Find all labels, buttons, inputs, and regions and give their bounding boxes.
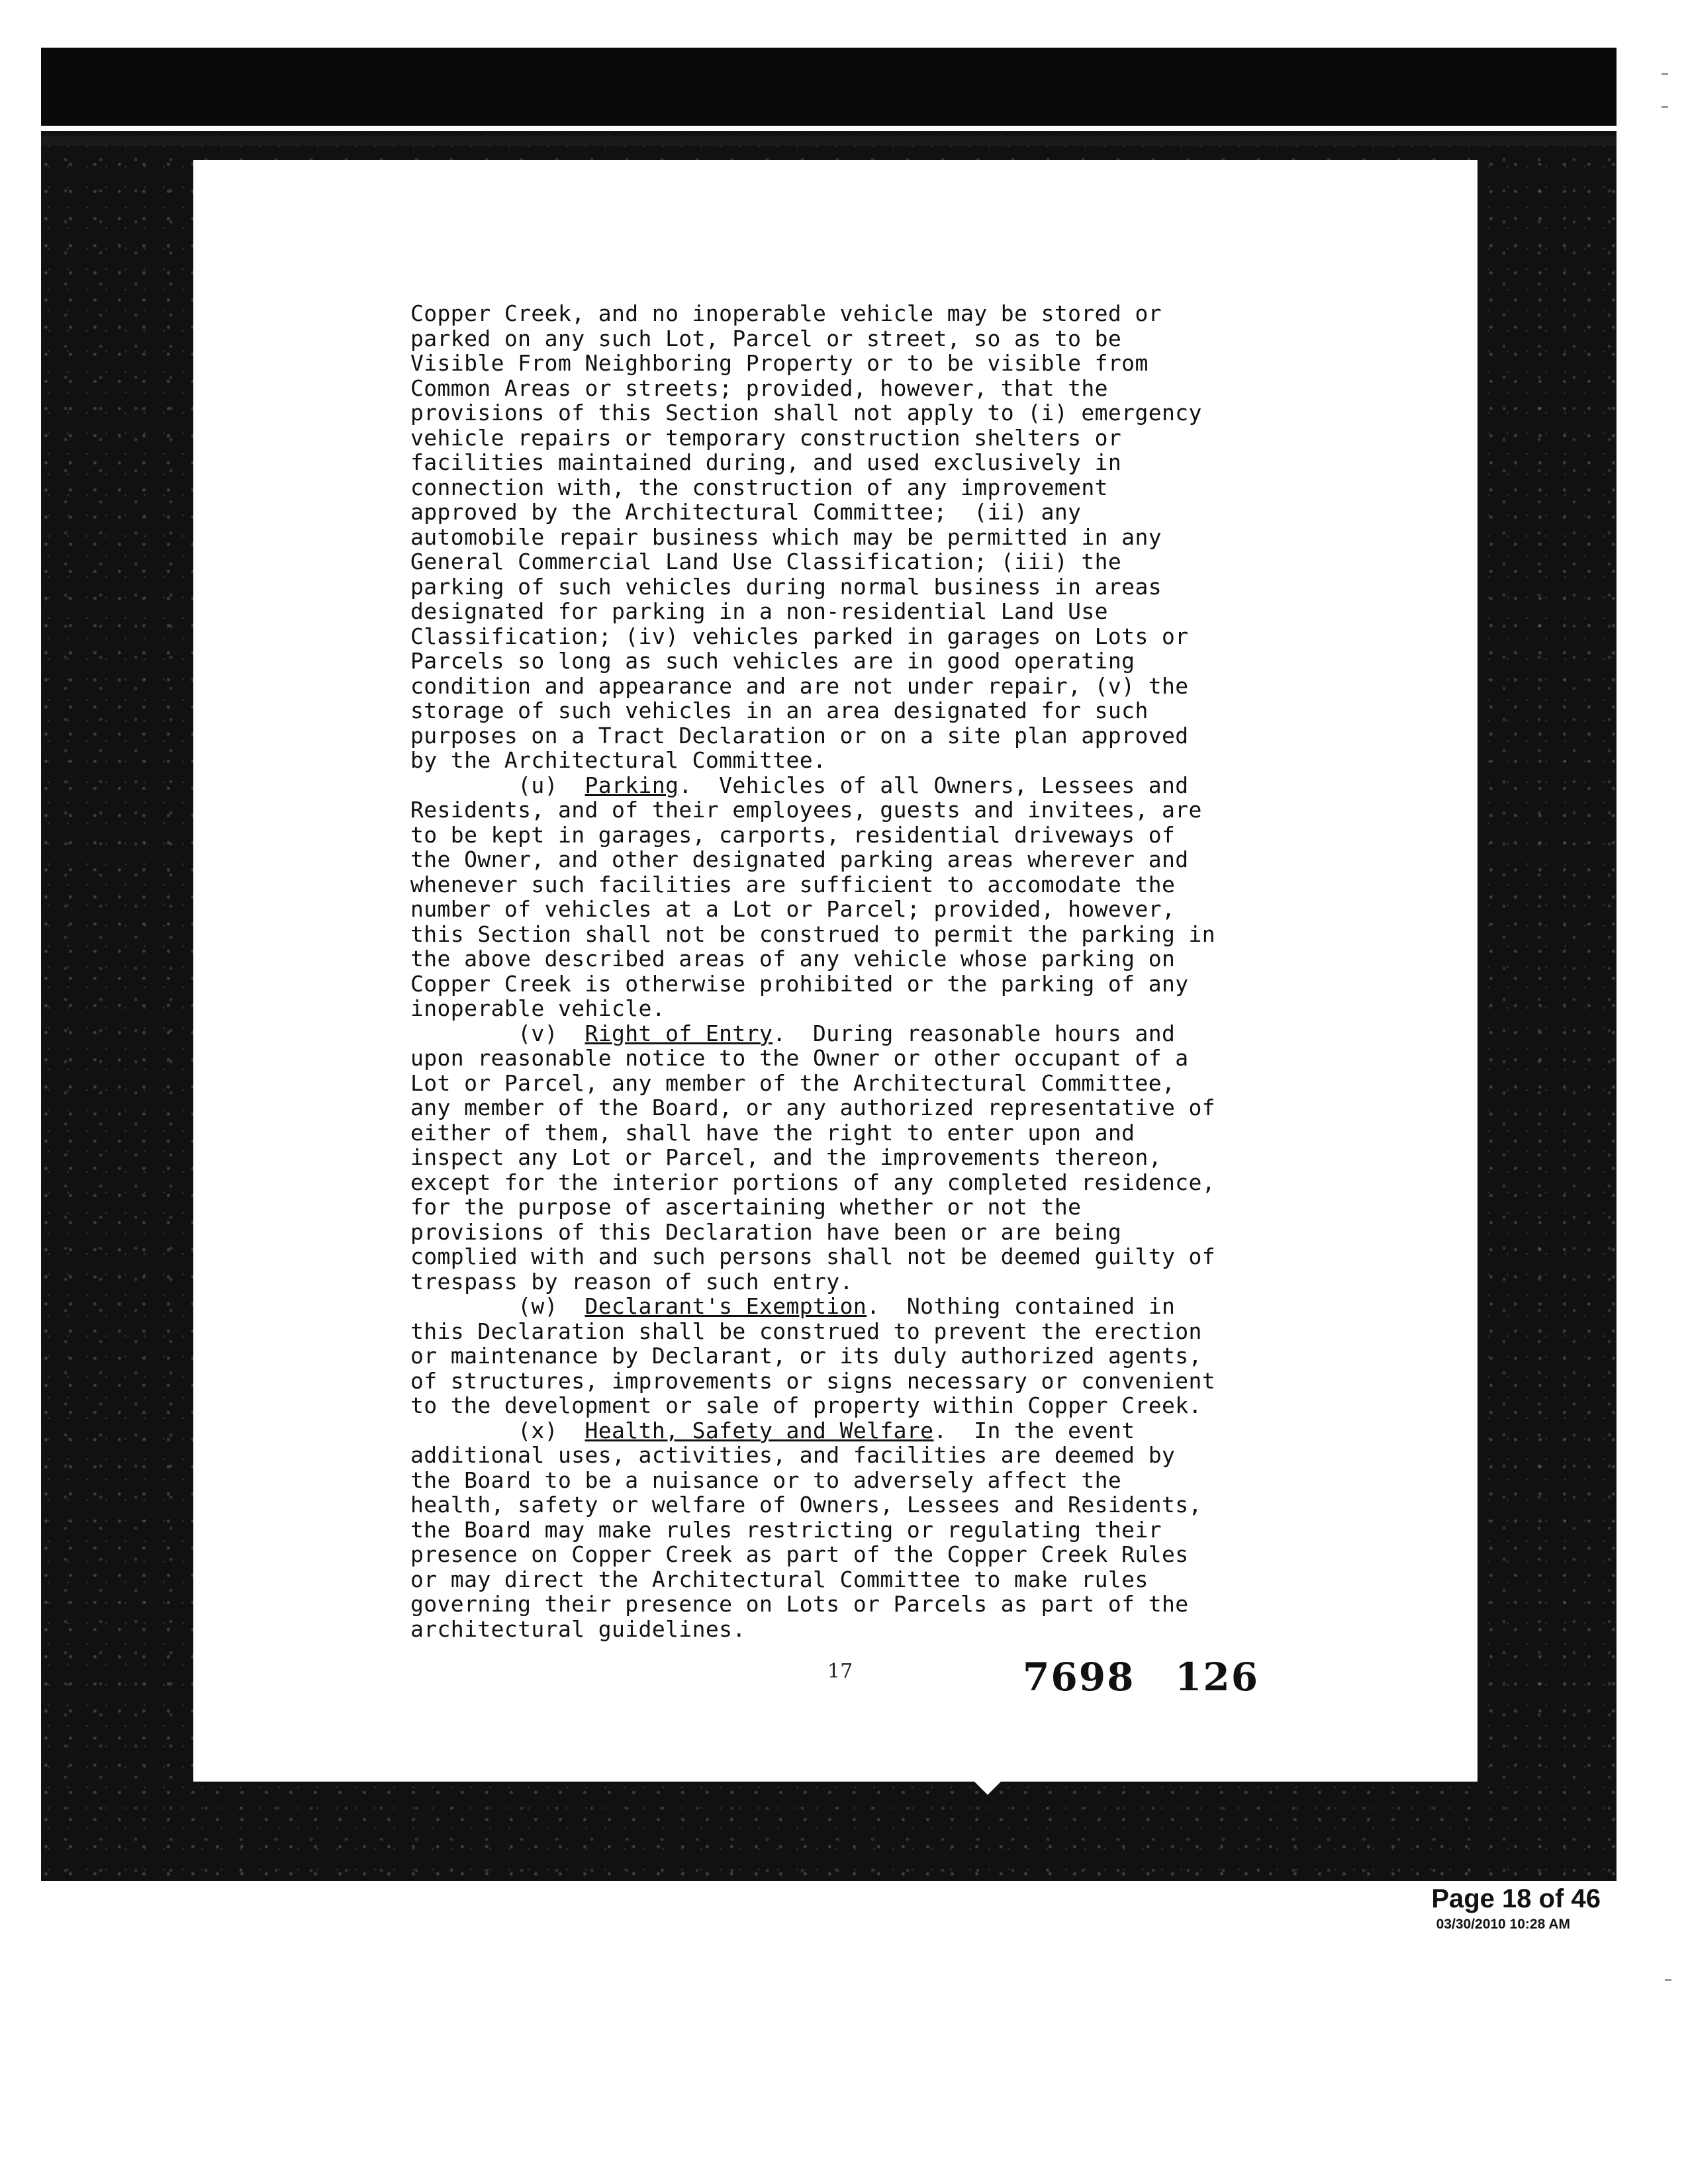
text-line: Visible From Neighboring Property or to be visible from xyxy=(410,350,1149,376)
text-line: Classification; (iv) vehicles parked in garages on Lots or xyxy=(410,623,1189,649)
text-line: the Owner, and other designated parking areas wherever and xyxy=(410,846,1189,872)
print-timestamp: 03/30/2010 10:28 AM xyxy=(1436,1917,1570,1932)
text-line: facilities maintained during, and used exclusively in xyxy=(410,449,1122,475)
text-line: approved by the Architectural Committee; (ii) any xyxy=(410,499,1082,525)
text-line: this Section shall not be construed to permit the parking in xyxy=(410,921,1216,947)
section-prefix: (v) xyxy=(410,1020,585,1046)
text-line: vehicle repairs or temporary construction shelters or xyxy=(410,424,1122,451)
text-line: whenever such facilities are sufficient to accomodate the xyxy=(410,871,1176,897)
text-line: by the Architectural Committee. xyxy=(410,747,827,773)
text-line: the Board may make rules restricting or regulating their xyxy=(410,1516,1162,1543)
text-line: number of vehicles at a Lot or Parcel; provided, however, xyxy=(410,896,1176,922)
text-line: condition and appearance and are not under repair, (v) the xyxy=(410,672,1189,699)
page-notch xyxy=(968,1775,1008,1795)
text-line: either of them, shall have the right to enter upon and xyxy=(410,1119,1135,1146)
page-counter: Page 18 of 46 xyxy=(1431,1884,1601,1913)
section-prefix: (w) xyxy=(410,1293,585,1319)
text-line: trespass by reason of such entry. xyxy=(410,1268,853,1295)
text-line: this Declaration shall be construed to prevent the erection xyxy=(410,1318,1202,1344)
text-line: presence on Copper Creek as part of the Copper Creek Rules xyxy=(410,1541,1189,1567)
text-line: Parcels so long as such vehicles are in good operating xyxy=(410,648,1135,674)
text-line: complied with and such persons shall not be deemed guilty of xyxy=(410,1244,1216,1269)
text-line: Residents, and of their employees, guests and invitees, are xyxy=(410,797,1202,823)
section-heading-line xyxy=(410,1021,1390,1046)
margin-tick xyxy=(1665,1979,1671,1981)
text-line: governing their presence on Lots or Parcels as part of the xyxy=(410,1591,1189,1617)
text-line: additional uses, activities, and facilities are deemed by xyxy=(410,1442,1176,1468)
scan-top-rule xyxy=(41,126,1617,131)
text-line: parking of such vehicles during normal business in areas xyxy=(410,573,1162,600)
book-number: 7698 xyxy=(1023,1655,1135,1700)
section-heading: Right of Entry xyxy=(585,1020,773,1046)
scan-top-band xyxy=(41,48,1617,126)
page-code: 126 xyxy=(1175,1655,1260,1700)
text-line: purposes on a Tract Declaration or on a site plan approved xyxy=(410,722,1189,749)
text-line: architectural guidelines. xyxy=(410,1615,746,1642)
text-line: upon reasonable notice to the Owner or other occupant of a xyxy=(410,1045,1189,1071)
text-line: or maintenance by Declarant, or its duly authorized agents, xyxy=(410,1343,1202,1369)
text-line: Copper Creek, and no inoperable vehicle may be stored or xyxy=(410,300,1162,326)
text-line: parked on any such Lot, Parcel or street, so as to be xyxy=(410,325,1122,351)
margin-tick xyxy=(1662,73,1668,75)
section-prefix: (u) xyxy=(410,772,585,798)
section-heading-rest: . In the event xyxy=(933,1417,1135,1443)
section-heading-line xyxy=(410,773,1390,798)
text-line: connection with, the construction of any improvement xyxy=(410,474,1108,500)
text-line: health, safety or welfare of Owners, Lessees and Residents, xyxy=(410,1492,1202,1518)
text-line: inspect any Lot or Parcel, and the improvements thereon, xyxy=(410,1144,1162,1170)
section-heading: Health, Safety and Welfare xyxy=(585,1417,934,1443)
text-line: General Commercial Land Use Classification; (iii) the xyxy=(410,549,1122,574)
section-heading-rest: . During reasonable hours and xyxy=(773,1020,1176,1046)
text-line: the above described areas of any vehicle whose parking on xyxy=(410,946,1176,972)
text-line: Copper Creek is otherwise prohibited or the parking of any xyxy=(410,970,1189,997)
text-line: of structures, improvements or signs necessary or convenient xyxy=(410,1367,1216,1394)
text-line: automobile repair business which may be permitted in any xyxy=(410,523,1162,550)
section-heading-rest: . Vehicles of all Owners, Lessees and xyxy=(679,772,1189,798)
text-line: except for the interior portions of any completed residence, xyxy=(410,1169,1216,1195)
section-heading-rest: . Nothing contained in xyxy=(867,1293,1176,1319)
text-line: to be kept in garages, carports, residential driveways of xyxy=(410,821,1176,848)
text-line: for the purpose of ascertaining whether or not the xyxy=(410,1194,1082,1220)
text-line: Lot or Parcel, any member of the Architectural Committee, xyxy=(410,1069,1176,1096)
text-line: storage of such vehicles in an area designated for such xyxy=(410,698,1149,723)
section-prefix: (x) xyxy=(410,1417,585,1443)
section-heading-line xyxy=(410,1294,1390,1319)
text-line: to the development or sale of property within Copper Creek. xyxy=(410,1392,1202,1418)
section-heading: Declarant's Exemption xyxy=(585,1293,867,1319)
document-body xyxy=(410,301,1390,1641)
page-number: 17 xyxy=(827,1660,853,1683)
text-line: inoperable vehicle. xyxy=(410,995,666,1021)
text-line: or may direct the Architectural Committee to make rules xyxy=(410,1566,1149,1592)
text-line: designated for parking in a non-residential Land Use xyxy=(410,598,1108,624)
text-line: any member of the Board, or any authorized representative of xyxy=(410,1095,1216,1120)
text-line: Common Areas or streets; provided, however, that the xyxy=(410,375,1108,401)
text-line: provisions of this Declaration have been or are being xyxy=(410,1218,1122,1245)
section-heading-line xyxy=(410,1418,1390,1443)
scan-top-shadow xyxy=(41,136,1617,146)
text-line: the Board to be a nuisance or to adversely affect the xyxy=(410,1467,1122,1493)
text-line: provisions of this Section shall not apply to (i) emergency xyxy=(410,400,1202,426)
section-heading: Parking xyxy=(585,772,679,798)
margin-tick xyxy=(1662,106,1668,108)
